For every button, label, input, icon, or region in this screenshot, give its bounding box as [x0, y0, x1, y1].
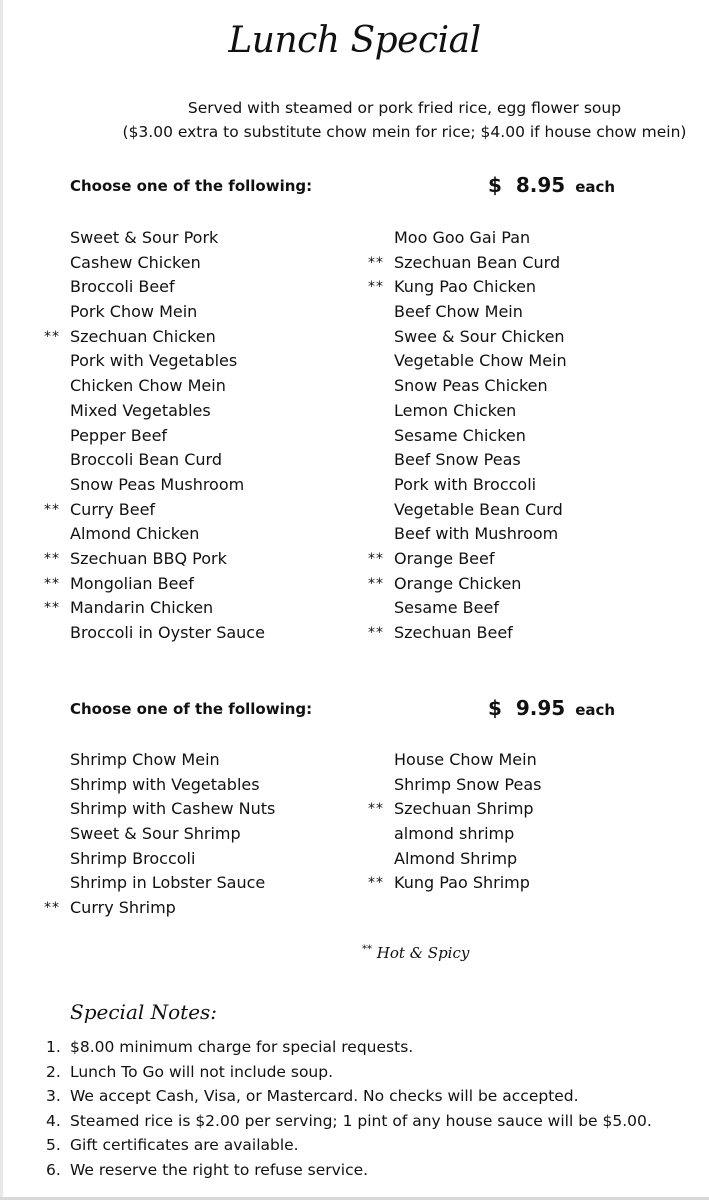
note-number: 1.	[46, 1038, 61, 1056]
spicy-marker: **	[44, 900, 60, 917]
menu-item-name: Sweet & Sour Pork	[70, 228, 219, 247]
subtitle-line-2: ($3.00 extra to substitute chow mein for rice; $4.00 if house chow mein)	[122, 123, 687, 141]
menu-item-name: Vegetable Bean Curd	[394, 499, 563, 519]
menu-item-name: Szechuan Chicken	[70, 326, 216, 346]
menu-item	[44, 572, 265, 597]
spicy-marker: **	[44, 575, 60, 592]
note-text: We accept Cash, Visa, or Mastercard. No checks will be accepted.	[70, 1087, 579, 1105]
note-number: 4.	[46, 1111, 61, 1130]
menu-item-name: Orange Chicken	[394, 573, 522, 593]
menu-item-name: Shrimp Snow Peas	[394, 774, 542, 794]
spicy-marker: **	[44, 328, 60, 345]
menu-item	[394, 374, 567, 399]
menu-item-name: Sesame Chicken	[394, 425, 526, 445]
menu-item-name: Pork with Broccoli	[394, 474, 537, 494]
menu-item-name: Orange Beef	[394, 548, 495, 568]
menu-item-name: Mixed Vegetables	[70, 400, 211, 420]
menu-item-name: Szechuan Beef	[394, 623, 513, 642]
menu-item	[70, 748, 275, 773]
menu-item-name: Snow Peas Chicken	[394, 376, 548, 396]
menu-item-name: Lemon Chicken	[394, 400, 517, 420]
menu-item	[70, 847, 275, 872]
menu-item	[70, 399, 265, 424]
spicy-marker: **	[368, 875, 384, 892]
menu-item	[70, 797, 275, 822]
page-left-edge	[0, 0, 3, 1200]
menu-item	[70, 251, 265, 276]
note-text: Lunch To Go will not include soup.	[70, 1062, 334, 1081]
note-item	[46, 1109, 652, 1134]
menu-item-name: Sweet & Sour Shrimp	[70, 824, 241, 844]
menu-item-name: Curry Shrimp	[70, 898, 176, 918]
spicy-marker: **	[44, 600, 60, 617]
menu-item	[368, 275, 567, 300]
menu-item	[394, 748, 541, 773]
section2-price	[488, 696, 615, 720]
menu-item	[394, 473, 567, 498]
menu-item-name: Beef Chow Mein	[394, 302, 523, 322]
menu-item-name: Swee & Sour Chicken	[394, 326, 565, 346]
note-text: Gift certificates are available.	[70, 1136, 299, 1154]
note-number: 6.	[46, 1160, 61, 1179]
page-title: Lunch Special	[228, 20, 481, 61]
menu-item	[394, 448, 567, 473]
menu-item-name: Almond Chicken	[70, 524, 200, 544]
note-item	[46, 1158, 652, 1183]
menu-item	[70, 448, 265, 473]
menu-item	[70, 871, 275, 896]
section2-left-column	[44, 748, 276, 921]
menu-item	[44, 596, 265, 621]
menu-item	[368, 572, 567, 597]
menu-item-name: Shrimp Chow Mein	[70, 750, 220, 769]
menu-item	[44, 547, 265, 572]
menu-item	[394, 226, 567, 251]
spicy-marker: **	[368, 279, 384, 296]
note-text: $8.00 minimum charge for special requests.	[70, 1038, 414, 1056]
menu-item	[44, 498, 265, 523]
note-number: 3.	[46, 1087, 61, 1105]
menu-item	[368, 547, 567, 572]
menu-item	[44, 325, 265, 350]
menu-item	[70, 822, 275, 847]
menu-item-name: Pepper Beef	[70, 425, 168, 445]
menu-item	[368, 621, 567, 646]
spicy-marker: **	[368, 575, 384, 592]
menu-item	[368, 797, 541, 822]
special-notes-list	[46, 1035, 652, 1182]
menu-item	[70, 621, 265, 646]
spicy-marker: **	[368, 801, 384, 818]
menu-item-name: Curry Beef	[70, 499, 156, 519]
menu-item	[70, 349, 265, 374]
menu-item-name: Broccoli Beef	[70, 277, 175, 297]
menu-item	[394, 349, 567, 374]
menu-item-name: Mongolian Beef	[70, 573, 194, 593]
section1-price-each: each	[575, 178, 616, 196]
menu-item	[394, 424, 567, 449]
menu-item-name: Mandarin Chicken	[70, 598, 214, 618]
section1-right-column	[368, 226, 567, 646]
menu-item-name: Kung Pao Chicken	[394, 277, 537, 297]
menu-item	[44, 896, 275, 921]
spicy-marker: **	[44, 550, 60, 567]
menu-item	[394, 325, 567, 350]
menu-item-name: Chicken Chow Mein	[70, 376, 226, 396]
note-number: 5.	[46, 1136, 61, 1154]
menu-item-name: Broccoli in Oyster Sauce	[70, 623, 265, 642]
spicy-marker: **	[368, 550, 384, 567]
menu-item	[70, 275, 265, 300]
menu-item	[70, 773, 275, 798]
section1-left-column	[44, 226, 265, 646]
note-item	[46, 1084, 652, 1109]
note-item	[46, 1060, 652, 1085]
hot-legend-stars: **	[362, 944, 372, 955]
menu-item-name: Shrimp in Lobster Sauce	[70, 873, 266, 893]
menu-item-name: Beef Snow Peas	[394, 450, 521, 470]
menu-item-name: Snow Peas Mushroom	[70, 474, 245, 494]
subtitle-line-1: Served with steamed or pork fried rice, egg flower soup	[187, 99, 622, 117]
menu-item-name: Szechuan BBQ Pork	[70, 548, 227, 568]
menu-item-name: Broccoli Bean Curd	[70, 450, 222, 470]
menu-item-name: Moo Goo Gai Pan	[394, 228, 531, 247]
menu-item	[394, 522, 567, 547]
menu-item	[394, 596, 567, 621]
note-text: We reserve the right to refuse service.	[70, 1160, 369, 1179]
spicy-marker: **	[44, 501, 60, 518]
menu-item	[394, 498, 567, 523]
menu-item	[394, 847, 541, 872]
menu-item	[368, 251, 567, 276]
section1-price	[488, 173, 615, 197]
menu-item-name: Szechuan Shrimp	[394, 799, 534, 819]
menu-item	[70, 424, 265, 449]
note-item	[46, 1133, 652, 1158]
section1-price-amount: $ 8.95	[488, 173, 566, 197]
spicy-marker: **	[368, 254, 384, 271]
note-text: Steamed rice is $2.00 per serving; 1 pint of any house sauce will be $5.00.	[70, 1111, 652, 1130]
menu-item-name: Vegetable Chow Mein	[394, 351, 567, 371]
section2-choose-label: Choose one of the following:	[70, 700, 313, 718]
menu-item	[394, 399, 567, 424]
menu-item	[394, 300, 567, 325]
menu-item	[394, 773, 541, 798]
menu-item-name: Shrimp Broccoli	[70, 848, 196, 868]
menu-item	[394, 822, 541, 847]
menu-item-name: Cashew Chicken	[70, 252, 201, 272]
spicy-marker: **	[368, 625, 384, 641]
menu-item-name: Pork Chow Mein	[70, 302, 198, 322]
note-number: 2.	[46, 1062, 61, 1081]
menu-item	[70, 300, 265, 325]
hot-spicy-legend	[362, 944, 469, 962]
menu-item-name: Kung Pao Shrimp	[394, 873, 530, 893]
special-notes-title: Special Notes:	[70, 1000, 218, 1024]
menu-item-name: Pork with Vegetables	[70, 351, 238, 371]
note-item	[46, 1035, 652, 1060]
section2-right-column	[368, 748, 542, 896]
menu-item-name: House Chow Mein	[394, 750, 537, 769]
menu-item	[70, 473, 265, 498]
section2-price-amount: $ 9.95	[488, 696, 566, 720]
menu-item-name: Szechuan Bean Curd	[394, 252, 561, 272]
section2-price-each: each	[575, 701, 616, 719]
section1-choose-label: Choose one of the following:	[70, 177, 313, 195]
menu-item-name: almond shrimp	[394, 824, 515, 844]
menu-item	[70, 374, 265, 399]
menu-item	[368, 871, 541, 896]
menu-item-name: Beef with Mushroom	[394, 524, 559, 544]
menu-item-name: Shrimp with Cashew Nuts	[70, 799, 276, 819]
menu-item	[70, 522, 265, 547]
menu-item-name: Sesame Beef	[394, 598, 499, 618]
hot-legend-text: Hot & Spicy	[376, 944, 470, 962]
menu-item-name: Almond Shrimp	[394, 848, 518, 868]
menu-item	[70, 226, 265, 251]
menu-item-name: Shrimp with Vegetables	[70, 774, 260, 794]
